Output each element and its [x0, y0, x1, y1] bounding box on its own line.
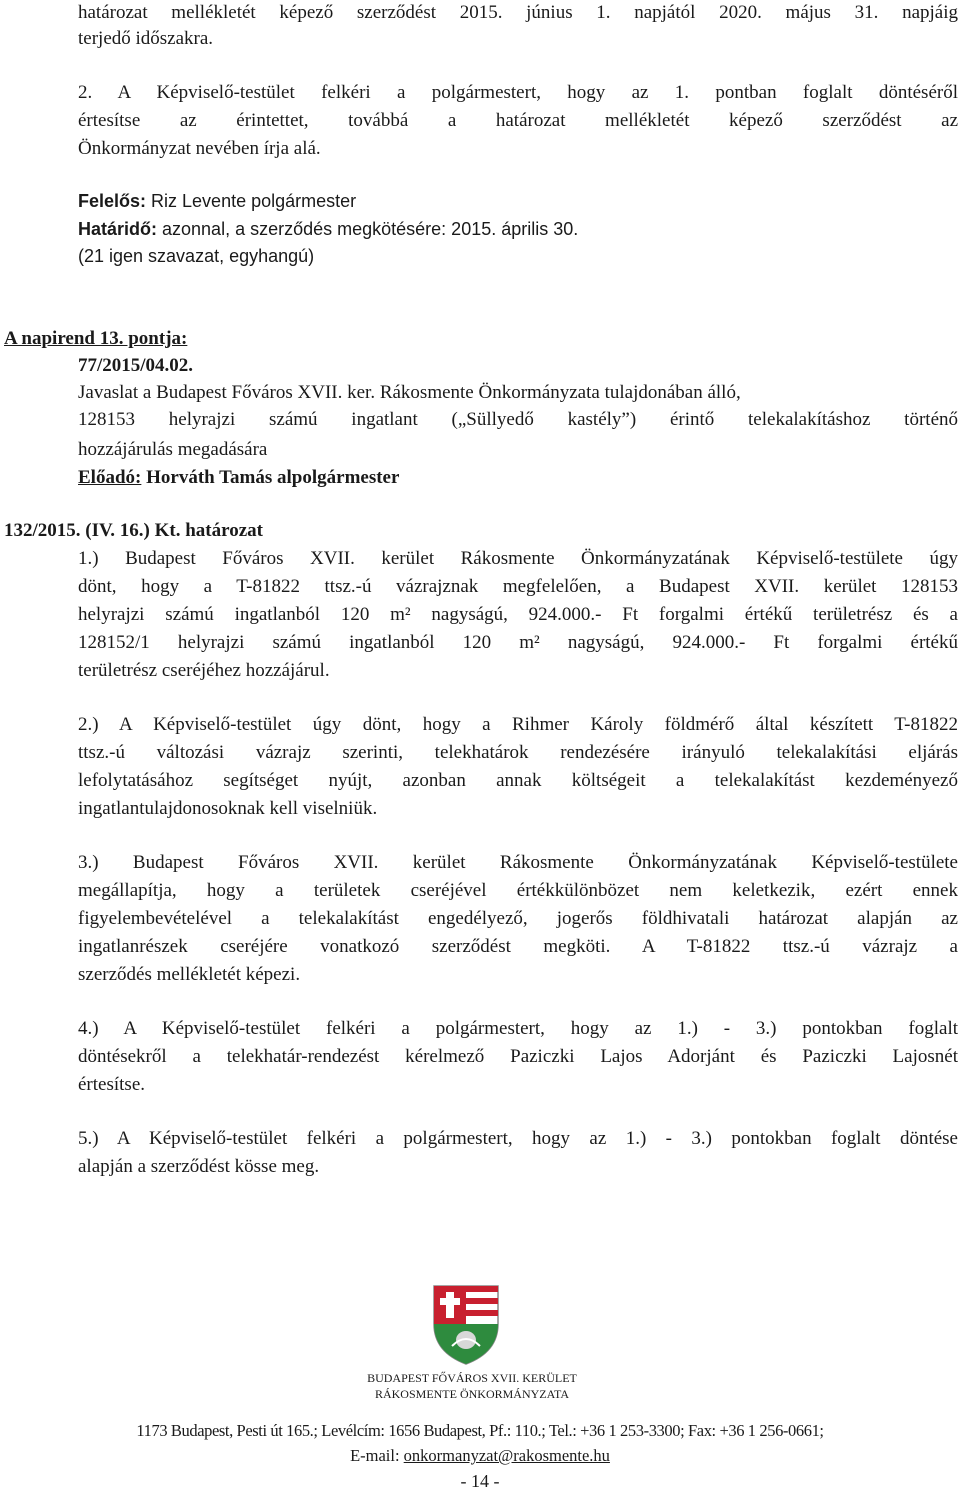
resolution-p4-line: értesítse.	[78, 1074, 146, 1095]
resolution-p3-line: megállapítja, hogy a területek cseréjével értékkülönbözet nem keletkezik, ezért ennek	[78, 880, 958, 901]
agenda-heading: A napirend 13. pontja:	[4, 328, 188, 349]
item2-line-2: értesítse az érintettet, továbbá a határozat mellékletét képező szerződést az	[78, 110, 958, 131]
page-number: - 14 -	[460, 1471, 500, 1491]
email-link[interactable]: onkormanyzat@rakosmente.hu	[403, 1446, 610, 1465]
agenda-presenter	[78, 465, 399, 491]
item2-line-3: Önkormányzat nevében írja alá.	[78, 138, 321, 159]
footer-email-line	[0, 1445, 960, 1467]
top-text-line-1: határozat mellékletét képező szerződést 2015. június 1. napjától 2020. május 31. napjáig	[78, 2, 958, 23]
resolution-p3-line: 3.) Budapest Főváros XVII. kerület Rákosmente Önkormányzatának Képviselő-testülete	[78, 852, 958, 873]
responsible-line	[78, 188, 356, 214]
footer-address: 1173 Budapest, Pesti út 165.; Levélcím: 1656 Budapest, Pf.: 110.; Tel.: +36 1 253-3300; Fax: +36 1 256-0661;	[136, 1421, 824, 1440]
vote-result: (21 igen szavazat, egyhangú)	[78, 246, 315, 266]
deadline-line	[78, 216, 578, 242]
resolution-p2-line: ingatlantulajdonosoknak kell viselniük.	[78, 798, 378, 819]
responsible-label: Felelős:	[78, 191, 147, 211]
coat-of-arms-icon	[432, 1284, 500, 1366]
resolution-p2-line: ttsz.-ú változási vázrajz szerinti, telekhatárok rendezésére irányuló telekalakítási eljárás	[78, 742, 958, 763]
resolution-p2-line: 2.) A Képviselő-testület úgy dönt, hogy a Rihmer Károly földmérő által készített T-81822	[78, 714, 958, 735]
resolution-p2-line: lefolytatásához segítséget nyújt, azonban annak költségeit a telekalakítást kezdeményező	[78, 770, 958, 791]
deadline-value: azonnal, a szerződés megkötésére: 2015. április 30.	[157, 219, 579, 239]
top-text-line-2: terjedő időszakra.	[78, 28, 214, 49]
resolution-p5-line: alapján a szerződést kösse meg.	[78, 1156, 320, 1177]
resolution-p4-line: döntésekről a telekhatár-rendezést kérelmező Paziczki Lajos Adorjánt és Paziczki Lajosnét	[78, 1046, 958, 1067]
resolution-p1-line: 128152/1 helyrajzi számú ingatlanból 120 m² nagyságú, 924.000.- Ft forgalmi értékű	[78, 632, 958, 653]
resolution-p1-line: 1.) Budapest Főváros XVII. kerület Rákosmente Önkormányzatának Képviselő-testülete úgy	[78, 548, 958, 569]
responsible-value: Riz Levente polgármester	[146, 191, 357, 211]
deadline-label: Határidő:	[78, 219, 158, 239]
presenter-name: Horváth Tamás alpolgármester	[141, 467, 400, 488]
agenda-title-line-2: 128153 helyrajzi számú ingatlant („Süllyedő kastély”) érintő telekalakításhoz történő	[78, 409, 958, 430]
resolution-p4-line: 4.) A Képviselő-testület felkéri a polgármestert, hogy az 1.) - 3.) pontokban foglalt	[78, 1018, 958, 1039]
resolution-p3-line: ingatlanrészek cseréjére vonatkozó szerződést megköti. A T-81822 ttsz.-ú vázrajz a	[78, 936, 958, 957]
email-label: E-mail:	[350, 1446, 404, 1465]
resolution-p1-line: helyrajzi számú ingatlanból 120 m² nagyságú, 924.000.- Ft forgalmi értékű területrész és a	[78, 604, 958, 625]
resolution-p3-line: figyelembevételével a telekalakítást engedélyező, jogerős földhivatali határozat alapján az	[78, 908, 958, 929]
footer-org-line-2: RÁKOSMENTE ÖNKORMÁNYZATA	[374, 1387, 570, 1401]
resolution-number: 132/2015. (IV. 16.) Kt. határozat	[4, 520, 263, 541]
agenda-title-line-3: hozzájárulás megadására	[78, 439, 268, 460]
agenda-title-line-1: Javaslat a Budapest Főváros XVII. ker. Rákosmente Önkormányzata tulajdonában álló,	[78, 382, 741, 403]
resolution-p1-line: dönt, hogy a T-81822 ttsz.-ú vázrajznak megfelelően, a Budapest XVII. kerület 128153	[78, 576, 958, 597]
resolution-p3-line: szerződés mellékletét képezi.	[78, 964, 301, 985]
agenda-number: 77/2015/04.02.	[78, 355, 194, 376]
item2-line-1: 2. A Képviselő-testület felkéri a polgármestert, hogy az 1. pontban foglalt döntéséről	[78, 82, 958, 103]
resolution-p5-line: 5.) A Képviselő-testület felkéri a polgármestert, hogy az 1.) - 3.) pontokban foglalt döntése	[78, 1128, 958, 1149]
footer-org-line-1: BUDAPEST FŐVÁROS XVII. KERÜLET	[367, 1371, 577, 1385]
resolution-p1-line: területrész cseréjéhez hozzájárul.	[78, 660, 330, 681]
presenter-label: Előadó:	[78, 467, 142, 488]
